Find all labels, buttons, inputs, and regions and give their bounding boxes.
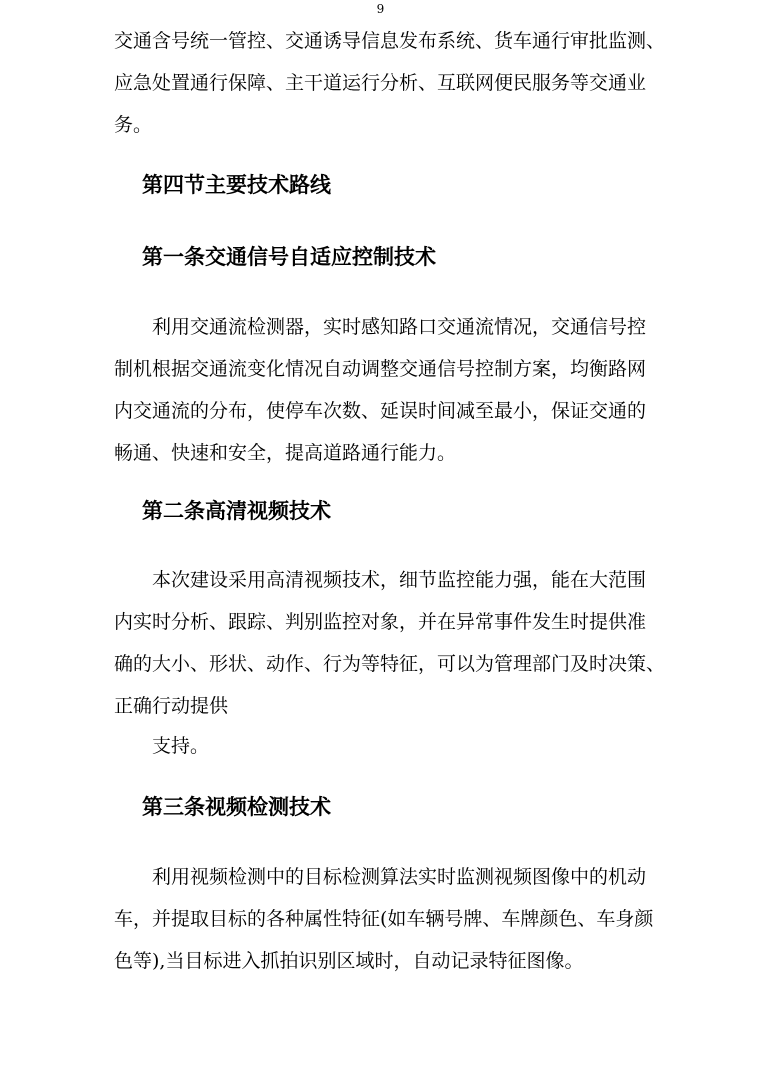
article-1-heading: 第一条交通信号自适应控制技术: [142, 244, 436, 269]
section-heading: 第四节主要技术路线: [142, 172, 331, 197]
intro-line: 交通含号统一管控、交通诱导信息发布系统、货车通行审批监测、: [114, 30, 666, 52]
article-1-paragraph: [114, 306, 654, 474]
paragraph-line: 正确行动提供: [114, 695, 229, 717]
page-number: 9: [376, 2, 385, 16]
intro-line: 务。: [114, 114, 153, 136]
paragraph-line: 色等),当目标进入抓拍识别区域时，自动记录特征图像。: [114, 950, 584, 972]
article-2-paragraph: [114, 559, 666, 727]
article-2-heading: 第二条高清视频技术: [142, 498, 331, 523]
paragraph-line: 畅通、快速和安全，提高道路通行能力。: [114, 442, 457, 464]
paragraph-line: 车，并提取目标的各种属性特征(如车辆号牌、车牌颜色、车身颜: [114, 908, 654, 930]
paragraph-line: 制机根据交通流变化情况自动调整交通信号控制方案，均衡路网: [114, 358, 647, 380]
article-2-trailing-line: 支持。: [152, 735, 210, 757]
article-3-heading: 第三条视频检测技术: [142, 794, 331, 819]
paragraph-line: 利用交通流检测器，实时感知路口交通流情况，交通信号控: [152, 316, 647, 338]
paragraph-line: 本次建设采用高清视频技术，细节监控能力强，能在大范围: [152, 569, 647, 591]
intro-line: 应急处置通行保障、主干道运行分析、互联网便民服务等交通业: [114, 72, 647, 94]
paragraph-line: 内实时分析、跟踪、判别监控对象，并在异常事件发生时提供准: [114, 611, 647, 633]
paragraph-line: 利用视频检测中的目标检测算法实时监测视频图像中的机动: [152, 866, 647, 888]
paragraph-line: 确的大小、形状、动作、行为等特征，可以为管理部门及时决策、: [114, 653, 666, 675]
intro-paragraph: [114, 20, 666, 146]
article-3-paragraph: [114, 856, 654, 982]
paragraph-line: 内交通流的分布，使停车次数、延误时间减至最小，保证交通的: [114, 400, 647, 422]
